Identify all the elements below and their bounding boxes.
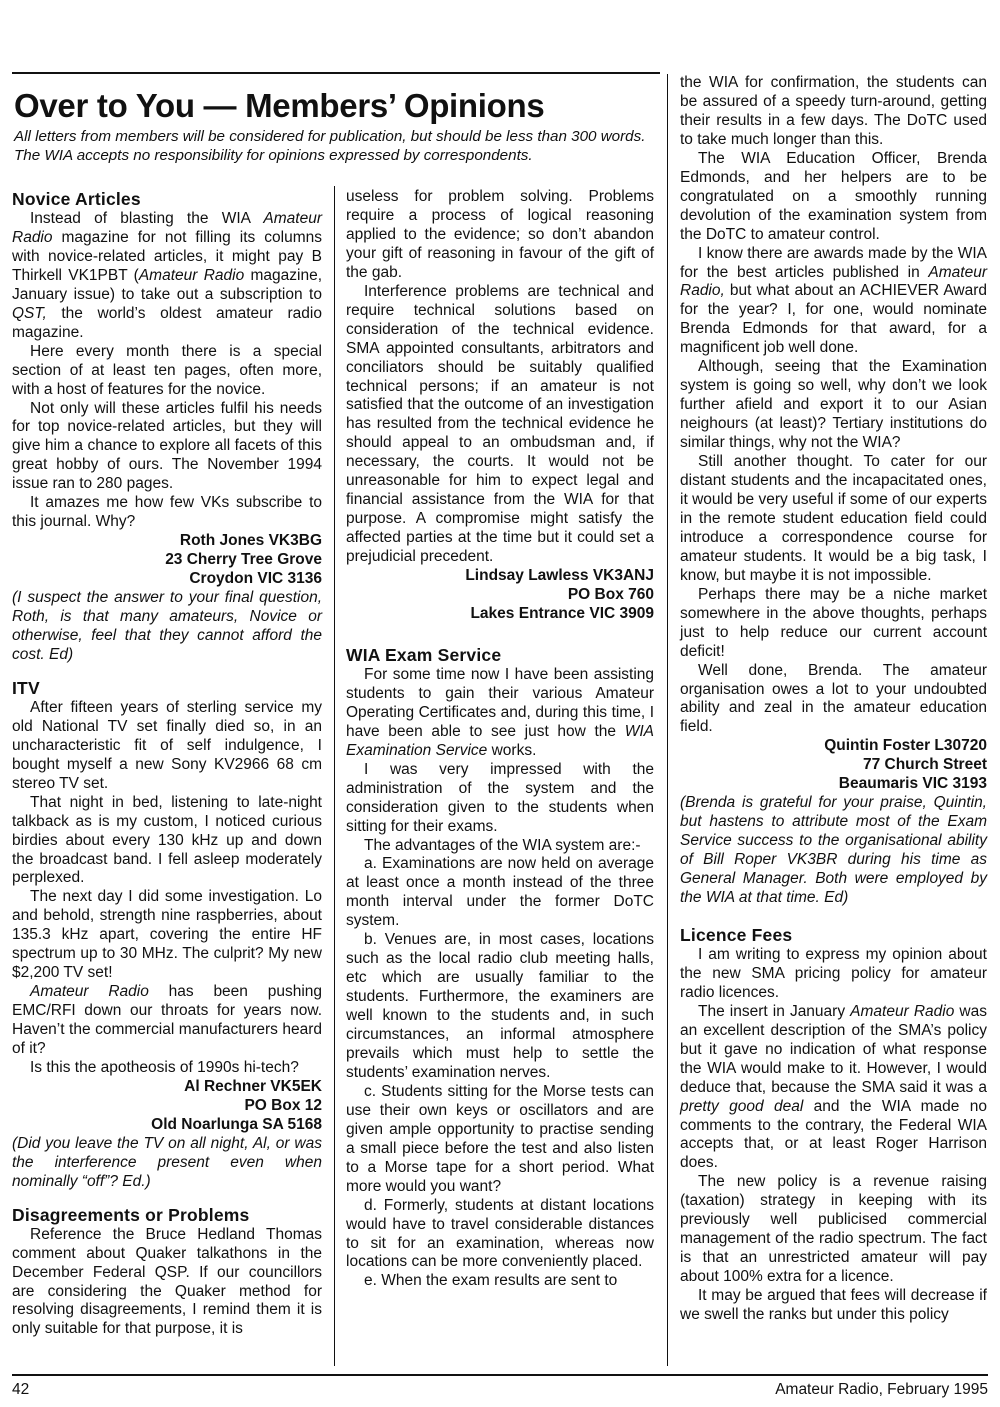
novice-paragraph-4: It amazes me how few VKs subscribe to this journal. Why? xyxy=(12,494,322,531)
exam-paragraph-7: Still another thought. To cater for our distant students and the incapacitated ones, it would be very useful if some of our experts in the remote student education field could introduce a correspondence course for amateur students. It would be a big task, I know, but maybe it is not impossible. xyxy=(680,453,987,584)
heading-novice-articles: Novice Articles xyxy=(12,189,141,209)
column-divider-1 xyxy=(334,186,335,1366)
exam-signature-street: 77 Church Street xyxy=(862,756,987,774)
licence-paragraph-2: The insert in January Amateur Radio was an excellent description of the SMA’s policy but it gave no indication of what response the WIA would make to it. However, I would deduce that, because the SMA said it was a pretty good deal and the WIA made no comments to the contrary, the Federal WIA accepts that, or at least Roger Harrison does. xyxy=(680,1002,987,1172)
novice-paragraph-1: Instead of blasting the WIA Amateur Radio magazine for not filling its columns with novice-related articles, it might pay B Thirkell VK1PBT (Amateur Radio magazine, January issue) to take out a subscription to QST, the world’s oldest amateur radio magazine. xyxy=(12,210,322,341)
column-2 xyxy=(346,188,654,1291)
itv-signature-town: Old Noarlunga SA 5168 xyxy=(151,1115,322,1133)
column-divider-2 xyxy=(667,74,668,1366)
exam-paragraph-8: Perhaps there may be a niche market somewhere in the above thoughts, perhaps just to help reduce our current account deficit! xyxy=(680,585,987,660)
itv-signature-name: Al Rechner VK5EK xyxy=(184,1077,322,1095)
heading-itv: ITV xyxy=(12,677,40,698)
disagree-signature-street: PO Box 760 xyxy=(567,586,654,604)
novice-signature-town: Croydon VIC 3136 xyxy=(189,570,322,588)
exam-paragraph-1: For some time now I have been assisting students to gain their various Amateur Operating Certificates and, during this time, I have been able to see just how the WIA Examination Service works. xyxy=(346,665,654,759)
novice-signature-name: Roth Jones VK3BG xyxy=(179,532,322,550)
exam-item-e: e. When the exam results are sent to xyxy=(364,1272,618,1290)
disagree-paragraph-2: Interference problems are technical and require technical solutions based on consideration of the technical evidence. SMA appointed consultants, arbitrators and conciliators should be suitably qualified technical persons; if an amateur is not satisfied that the outcome of an investigation has resulted from the technical evidence he should appeal to an ombudsman and, if necessary, the courts. It would not be unreasonable for him to expect legal and financial assistance from the WIA for that purpose. A compromise might satisfy the affected parties at the time but it could set a prejudicial precedent. xyxy=(346,282,654,566)
exam-item-b: b. Venues are, in most cases, locations such as the local radio club meeting halls, etc which are usually familiar to the students. Furthermore, the examiners are well known to the students and, in such circumstances, an informal atmosphere prevails which must help to settle the students’ examination nerves. xyxy=(346,931,654,1081)
exam-paragraph-3: The advantages of the WIA system are:- xyxy=(364,836,641,854)
bottom-rule xyxy=(12,1374,988,1376)
disagree-signature-name: Lindsay Lawless VK3ANJ xyxy=(465,567,654,585)
heading-disagreements: Disagreements or Problems xyxy=(12,1204,250,1225)
exam-item-c: c. Students sitting for the Morse tests can use their own keys or oscillators and are given ample opportunity to practise sending a small piece before the test and also listen to a Morse tape for a short period. What more would you want? xyxy=(346,1082,654,1195)
licence-paragraph-3: The new policy is a revenue raising (taxation) strategy in keeping with its previously well publicised commercial management of the radio spectrum. The fact is that an unrestricted amateur will pay about 100% extra for a licence. xyxy=(680,1173,987,1286)
novice-signature-street: 23 Cherry Tree Grove xyxy=(165,551,322,569)
disagree-signature-town: Lakes Entrance VIC 3909 xyxy=(470,604,654,622)
column-3 xyxy=(680,74,987,1325)
novice-paragraph-2: Here every month there is a special section of at least ten pages, often more, with a host of features for the novice. xyxy=(12,342,322,398)
exam-item-e-continued: the WIA for confirmation, the students can be assured of a speedy turn-around, getting their results in a few days. The DoTC used to take much longer than this. xyxy=(680,74,987,148)
itv-paragraph-2: That night in bed, listening to late-night talkback as is my custom, I noticed curious birdies about every 130 kHz up and down the broadcast band. I fell asleep moderately perplexed. xyxy=(12,793,322,887)
column-1 xyxy=(12,188,322,1339)
novice-editor-note: (I suspect the answer to your final question, Roth, is that many amateurs, Novice or otherwise, feel that they cannot afford the cost. Ed) xyxy=(12,589,322,663)
exam-paragraph-2: I was very impressed with the administration of the system and the consideration given to the students when sitting for their exams. xyxy=(346,760,654,835)
publication-footer: Amateur Radio, February 1995 xyxy=(775,1381,988,1398)
itv-paragraph-3: The next day I did some investigation. Lo and behold, strength nine raspberries, about 135.3 kHz apart, covering the entire HF spectrum up to 30 MHz. The culprit? My new $2,200 TV set! xyxy=(12,888,322,982)
itv-paragraph-4: Amateur Radio has been pushing EMC/RFI down our throats for years now. Haven’t the commercial manufacturers heard of it? xyxy=(12,983,323,1058)
exam-paragraph-4: The WIA Education Officer, Brenda Edmonds, and her helpers are to be congratulated on a smoothly running devolution of the examination system from the DoTC to amateur control. xyxy=(680,149,987,243)
exam-paragraph-9: Well done, Brenda. The amateur organisation owes a lot to your undoubted ability and zeal in the amateur education field. xyxy=(680,661,987,736)
disagree-paragraph-1-continued: useless for problem solving. Problems require a process of logical reasoning applied to the evidence; so don’t abandon your gift of reasoning in favour of the gift of the gab. xyxy=(346,188,654,281)
itv-paragraph-1: After fifteen years of sterling service my old National TV set finally died so, in an uncharacteristic fit of self indulgence, I bought myself a new Sony KV2966 68 cm stereo TV set. xyxy=(12,698,322,792)
novice-paragraph-3: Not only will these articles fulfil his needs for top novice-related articles, but they will give him a chance to explore all facets of this great hobby of ours. The November 1994 issue ran to 280 pages. xyxy=(12,399,322,493)
heading-licence-fees: Licence Fees xyxy=(680,924,793,945)
exam-item-a: a. Examinations are now held on average at least once a month instead of the three month interval under the former DoTC system. xyxy=(346,855,654,930)
exam-paragraph-5: I know there are awards made by the WIA for the best articles published in Amateur Radio, but what about an ACHIEVER Award for the year? I, for one, would nominate Brenda Edmonds for that award, for a magnificent job well done. xyxy=(680,244,987,357)
licence-paragraph-4: It may be argued that fees will decrease if we swell the ranks but under this policy xyxy=(680,1287,987,1324)
disagree-paragraph-1: Reference the Bruce Hedland Thomas comment about Quaker talkathons in the December Federal QSP. If our councillors are considering the Quaker method for resolving disagreements, I remind them it is only suitable for that purpose, it is xyxy=(12,1225,322,1338)
licence-paragraph-1: I am writing to express my opinion about the new SMA pricing policy for amateur radio licences. xyxy=(680,945,987,1001)
itv-paragraph-5: Is this the apotheosis of 1990s hi-tech? xyxy=(30,1058,299,1076)
itv-signature-street: PO Box 12 xyxy=(244,1096,322,1114)
heading-exam-service: WIA Exam Service xyxy=(346,644,502,665)
exam-item-d: d. Formerly, students at distant locations would have to travel considerable distances to sit for an examination, whereas now locations can be more conveniently placed. xyxy=(346,1196,654,1271)
top-rule xyxy=(12,72,660,74)
page-title: Over to You — Members’ Opinions xyxy=(14,87,545,124)
exam-signature-town: Beaumaris VIC 3193 xyxy=(838,775,987,793)
page-subtitle: All letters from members will be considered for publication, but should be less than 300 words. The WIA accepts no responsibility for opinions expressed by correspondents. xyxy=(14,128,646,164)
page-number: 42 xyxy=(12,1381,30,1398)
exam-editor-note: (Brenda is grateful for your praise, Quintin, but hastens to attribute most of the Exam Service success to the organisational ability of Bill Roper VK3BR during his time as General Manager. Both were employed by the WIA at that time. Ed) xyxy=(680,794,987,906)
exam-signature-name: Quintin Foster L30720 xyxy=(824,737,987,755)
itv-editor-note: (Did you leave the TV on all night, Al, or was the interference present even when nominally “off”? Ed.) xyxy=(12,1134,322,1190)
exam-paragraph-6: Although, seeing that the Examination system is going so well, why don’t we look further afield and export it to our Asian neighours (at least)? Tertiary institutions do similar things, why not the WIA? xyxy=(680,358,987,452)
